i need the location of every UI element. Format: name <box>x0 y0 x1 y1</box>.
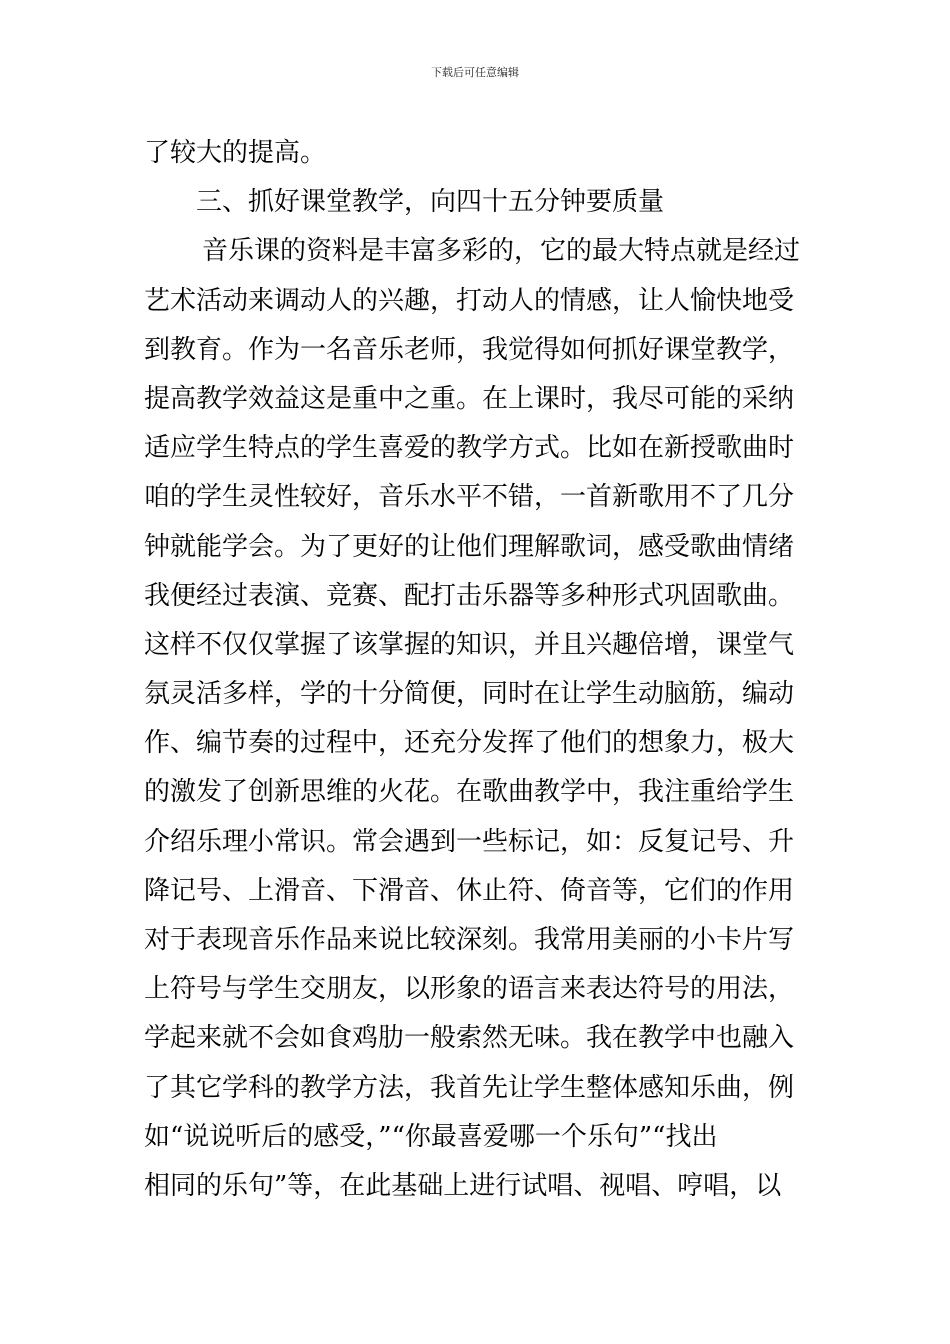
paragraph-line: 上符号与学生交朋友，以形象的语言来表达符号的用法， <box>144 974 795 1005</box>
paragraph-line: 钟就能学会。为了更好的让他们理解歌词，感受歌曲情绪 <box>144 531 795 562</box>
paragraph-line: 降记号、上滑音、下滑音、休止符、倚音等，它们的作用 <box>144 875 795 906</box>
paragraph-line: 如“说说听后的感受，”“你最喜爱哪一个乐句”“找出 <box>144 1121 718 1152</box>
paragraph-line: 适应学生特点的学生喜爱的教学方式。比如在新授歌曲时 <box>144 433 795 464</box>
paragraph-line: 作、编节奏的过程中，还充分发挥了他们的想象力，极大 <box>144 728 795 759</box>
paragraph-line: 艺术活动来调动人的兴趣，打动人的情感，让人愉快地受 <box>144 285 795 316</box>
paragraph-line: 咱的学生灵性较好，音乐水平不错，一首新歌用不了几分 <box>144 482 795 513</box>
paragraph-line: 学起来就不会如食鸡肋一般索然无味。我在教学中也融入 <box>144 1023 795 1054</box>
paragraph-first-line: 音乐课的资料是丰富多彩的，它的最大特点就是经过 <box>202 236 801 267</box>
paragraph-line: 提高教学效益这是重中之重。在上课时，我尽可能的采纳 <box>144 383 795 414</box>
paragraph-line: 这样不仅仅掌握了该掌握的知识，并且兴趣倍增，课堂气 <box>144 629 795 660</box>
document-body <box>144 131 816 1213</box>
paragraph-line: 介绍乐理小常识。常会遇到一些标记，如：反复记号、升 <box>144 826 795 857</box>
paragraph-line: 的激发了创新思维的火花。在歌曲教学中，我注重给学生 <box>144 777 795 808</box>
paragraph-line: 到教育。作为一名音乐老师，我觉得如何抓好课堂教学， <box>144 334 795 365</box>
paragraph-line: 了其它学科的教学方法，我首先让学生整体感知乐曲，例 <box>144 1072 795 1103</box>
page-header: 下载后可任意编辑 <box>431 66 519 79</box>
section-heading: 三、抓好课堂教学，向四十五分钟要质量 <box>196 187 665 218</box>
paragraph-line: 对于表现音乐作品来说比较深刻。我常用美丽的小卡片写 <box>144 925 795 955</box>
paragraph-line: 了较大的提高。 <box>144 138 327 168</box>
paragraph-line: 相同的乐句”等，在此基础上进行试唱、视唱、哼唱，以 <box>144 1170 782 1201</box>
paragraph-line: 氛灵活多样，学的十分简便，同时在让学生动脑筋，编动 <box>144 679 795 710</box>
paragraph-line: 我便经过表演、竞赛、配打击乐器等多种形式巩固歌曲。 <box>144 580 795 611</box>
